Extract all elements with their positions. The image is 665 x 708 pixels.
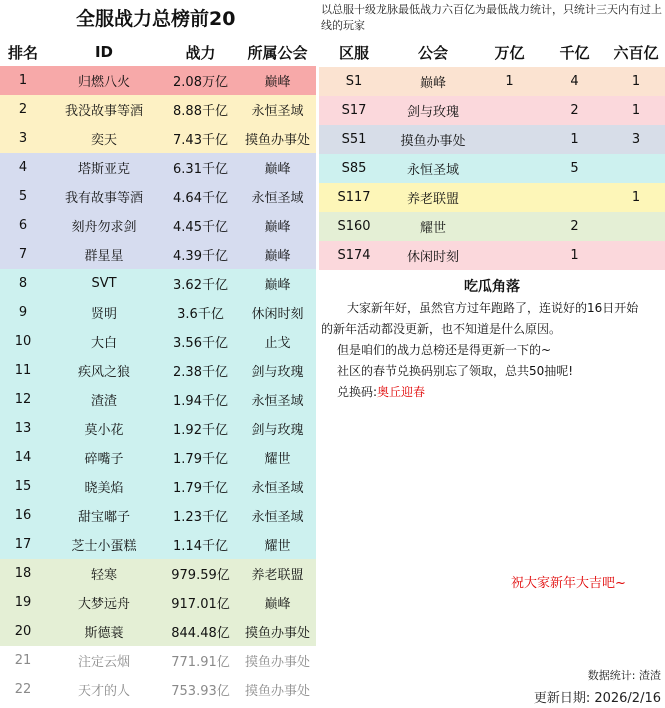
rank-cell: 16 <box>14 508 32 523</box>
guild-cell: 养老联盟 <box>251 568 304 583</box>
server-row <box>319 67 665 96</box>
player-id-cell: 大白 <box>90 336 117 351</box>
rank-cell: 4 <box>18 160 28 175</box>
update-date: 更新日期: 2026/2/16 <box>533 691 661 706</box>
server-guild-cell: 耀世 <box>419 221 446 236</box>
ranking-row <box>0 95 316 124</box>
server-cell: S160 <box>337 219 371 234</box>
ranking-row <box>0 66 316 95</box>
power-cell: 2.08万亿 <box>173 75 228 90</box>
ranking-row <box>0 124 316 153</box>
ranking-row <box>0 385 316 414</box>
player-id-cell: 甜宝嘟子 <box>77 510 130 525</box>
ranking-row <box>0 327 316 356</box>
rank-cell: 6 <box>18 218 28 233</box>
liu-count-cell: 1 <box>631 190 641 205</box>
guild-cell: 摸鱼办事处 <box>244 684 310 699</box>
gossip-code-line <box>319 382 665 403</box>
wan-count-cell <box>477 154 542 183</box>
ranking-row <box>0 298 316 327</box>
player-id-cell: 疾风之狼 <box>77 365 130 380</box>
guild-cell: 止戈 <box>264 336 291 351</box>
liu-count-cell <box>607 212 665 241</box>
server-row <box>319 96 665 125</box>
power-cell: 8.88千亿 <box>173 104 228 119</box>
stats-note: 以总服十级龙脉最低战力六百亿为最低战力统计，只统计三天内有过上线的玩家 <box>321 3 662 32</box>
power-cell: 1.94千亿 <box>173 394 228 409</box>
wan-count-cell <box>477 241 542 270</box>
ranking-row <box>0 617 316 646</box>
rank-cell: 17 <box>14 537 32 552</box>
power-cell: 3.62千亿 <box>173 278 228 293</box>
wan-count-cell <box>477 96 542 125</box>
power-cell: 4.64千亿 <box>173 191 228 206</box>
header-server-guild: 公会 <box>417 44 448 62</box>
power-cell: 7.43千亿 <box>173 133 228 148</box>
player-id-cell: 贤明 <box>90 307 117 322</box>
header-server: 区服 <box>338 44 369 62</box>
wan-count-cell <box>477 212 542 241</box>
rank-cell: 2 <box>18 102 28 117</box>
qian-count-cell: 2 <box>570 103 579 118</box>
player-id-cell: 渣渣 <box>90 394 117 409</box>
wan-count-cell <box>477 183 542 212</box>
guild-cell: 剑与玫瑰 <box>251 423 304 438</box>
power-cell: 6.31千亿 <box>173 162 228 177</box>
player-id-cell: 奕天 <box>90 133 117 148</box>
power-cell: 979.59亿 <box>171 568 230 583</box>
qian-count-cell <box>542 183 607 212</box>
server-table <box>319 38 665 270</box>
player-id-cell: 刻舟勿求剑 <box>71 220 137 235</box>
guild-cell: 休闲时刻 <box>251 307 304 322</box>
server-guild-cell: 巅峰 <box>419 76 446 91</box>
wan-count-cell <box>477 125 542 154</box>
rank-cell: 12 <box>14 392 32 407</box>
header-rank: 排名 <box>7 43 38 62</box>
ranking-row <box>0 530 316 559</box>
ranking-row <box>0 501 316 530</box>
guild-cell: 永恒圣域 <box>251 481 304 496</box>
power-cell: 753.93亿 <box>171 684 230 699</box>
header-power: 战力 <box>185 43 216 62</box>
server-cell: S174 <box>337 248 371 263</box>
liu-count-cell <box>607 241 665 270</box>
power-cell: 4.39千亿 <box>173 249 228 264</box>
gossip-paragraph-1a: 大家新年好，虽然官方过年跑路了，连说好的16日开始 <box>347 301 639 315</box>
power-cell: 771.91亿 <box>171 655 230 670</box>
server-cell: S85 <box>341 161 367 176</box>
liu-count-cell: 1 <box>631 103 641 118</box>
power-cell: 1.79千亿 <box>173 452 228 467</box>
rank-cell: 22 <box>14 682 32 697</box>
player-id-cell: 群星星 <box>84 249 124 264</box>
player-id-cell: SVT <box>91 276 117 291</box>
player-id-cell: 晓美焰 <box>84 481 124 496</box>
power-cell: 1.23千亿 <box>173 510 228 525</box>
server-cell: S17 <box>341 103 367 118</box>
ranking-row <box>0 356 316 385</box>
header-qian: 千亿 <box>559 44 590 62</box>
ranking-row <box>0 472 316 501</box>
server-guild-cell: 养老联盟 <box>406 192 459 207</box>
ranking-row <box>0 588 316 617</box>
qian-count-cell: 1 <box>570 132 579 147</box>
liu-count-cell: 3 <box>631 132 641 147</box>
guild-cell: 巅峰 <box>264 220 291 235</box>
qian-count-cell: 1 <box>570 248 579 263</box>
greeting-text: 祝大家新年大吉吧~ <box>511 576 626 591</box>
rank-cell: 14 <box>14 450 32 465</box>
ranking-row <box>0 182 316 211</box>
wan-count-cell: 1 <box>505 74 514 89</box>
code-value[interactable]: 奥丘迎春 <box>377 385 426 399</box>
rank-cell: 15 <box>14 479 32 494</box>
ranking-row <box>0 559 316 588</box>
ranking-row <box>0 646 316 675</box>
server-row <box>319 125 665 154</box>
power-cell: 4.45千亿 <box>173 220 228 235</box>
server-guild-cell: 休闲时刻 <box>406 250 459 265</box>
liu-count-cell: 1 <box>631 74 641 89</box>
rank-cell: 10 <box>14 334 32 349</box>
ranking-title: 全服战力总榜前20 <box>76 8 236 30</box>
server-cell: S117 <box>337 190 371 205</box>
server-row <box>319 241 665 270</box>
stats-author: 数据统计: 渣渣 <box>587 669 661 682</box>
guild-cell: 永恒圣域 <box>251 510 304 525</box>
server-row <box>319 183 665 212</box>
header-liu: 六百亿 <box>613 44 659 62</box>
ranking-row <box>0 269 316 298</box>
player-id-cell: 芝士小蛋糕 <box>71 539 137 554</box>
gossip-paragraph-2: 但是咱们的战力总榜还是得更新一下的~ <box>337 343 552 357</box>
server-cell: S1 <box>345 74 363 89</box>
rank-cell: 3 <box>18 131 28 146</box>
power-cell: 844.48亿 <box>171 626 230 641</box>
rank-cell: 7 <box>18 247 28 262</box>
qian-count-cell: 4 <box>570 74 579 89</box>
rank-cell: 20 <box>14 624 32 639</box>
guild-cell: 耀世 <box>264 539 291 554</box>
guild-cell: 耀世 <box>264 452 291 467</box>
code-label: 兑换码: <box>337 385 378 399</box>
rank-cell: 19 <box>14 595 32 610</box>
player-id-cell: 我没故事等酒 <box>64 104 143 119</box>
liu-count-cell <box>607 154 665 183</box>
player-id-cell: 归燃八火 <box>77 75 130 90</box>
server-guild-cell: 摸鱼办事处 <box>400 134 466 149</box>
player-id-cell: 莫小花 <box>84 423 124 438</box>
guild-cell: 剑与玫瑰 <box>251 365 304 380</box>
power-cell: 1.79千亿 <box>173 481 228 496</box>
player-id-cell: 天才的人 <box>77 684 130 699</box>
server-row <box>319 212 665 241</box>
ranking-panel <box>0 0 316 704</box>
guild-cell: 巅峰 <box>264 162 291 177</box>
server-guild-cell: 剑与玫瑰 <box>406 105 459 120</box>
guild-cell: 摸鱼办事处 <box>244 133 310 148</box>
player-id-cell: 塔斯亚克 <box>77 162 130 177</box>
power-cell: 3.6千亿 <box>177 307 224 322</box>
gossip-section <box>319 276 665 403</box>
ranking-row <box>0 240 316 269</box>
header-guild: 所属公会 <box>247 43 308 62</box>
server-cell: S51 <box>341 132 367 147</box>
power-cell: 1.92千亿 <box>173 423 228 438</box>
server-row <box>319 154 665 183</box>
player-id-cell: 大梦远舟 <box>77 597 130 612</box>
guild-cell: 永恒圣域 <box>251 104 304 119</box>
rank-cell: 13 <box>14 421 32 436</box>
guild-cell: 巅峰 <box>264 597 291 612</box>
ranking-row <box>0 153 316 182</box>
ranking-row <box>0 443 316 472</box>
ranking-row <box>0 675 316 704</box>
guild-cell: 巅峰 <box>264 75 291 90</box>
header-id: ID <box>94 43 114 61</box>
power-cell: 3.56千亿 <box>173 336 228 351</box>
ranking-row <box>0 414 316 443</box>
guild-cell: 永恒圣域 <box>251 191 304 206</box>
gossip-title: 吃瓜角落 <box>464 279 520 295</box>
guild-cell: 巅峰 <box>264 249 291 264</box>
header-wan: 万亿 <box>494 44 525 62</box>
player-id-cell: 注定云烟 <box>77 655 130 670</box>
qian-count-cell: 2 <box>570 219 579 234</box>
rank-cell: 18 <box>14 566 32 581</box>
guild-cell: 巅峰 <box>264 278 291 293</box>
power-cell: 1.14千亿 <box>173 539 228 554</box>
player-id-cell: 我有故事等酒 <box>64 191 143 206</box>
qian-count-cell: 5 <box>570 161 579 176</box>
rank-cell: 8 <box>18 276 28 291</box>
player-id-cell: 斯德蓑 <box>84 626 124 641</box>
server-panel <box>319 0 665 403</box>
rank-cell: 5 <box>18 189 28 204</box>
player-id-cell: 轻寒 <box>90 568 117 583</box>
ranking-row <box>0 211 316 240</box>
gossip-paragraph-1b: 的新年活动都没更新，也不知道是什么原因。 <box>321 322 562 336</box>
guild-cell: 摸鱼办事处 <box>244 655 310 670</box>
server-guild-cell: 永恒圣域 <box>406 163 459 178</box>
ranking-header-row <box>0 38 316 66</box>
power-cell: 917.01亿 <box>171 597 230 612</box>
rank-cell: 21 <box>14 653 32 668</box>
server-header-row <box>319 38 665 67</box>
guild-cell: 永恒圣域 <box>251 394 304 409</box>
gossip-paragraph-3: 社区的春节兑换码别忘了领取，总共50抽呢! <box>337 364 574 378</box>
power-cell: 2.38千亿 <box>173 365 228 380</box>
rank-cell: 11 <box>14 363 32 378</box>
rank-cell: 9 <box>18 305 28 320</box>
guild-cell: 摸鱼办事处 <box>244 626 310 641</box>
ranking-table <box>0 38 316 704</box>
player-id-cell: 碎嘴子 <box>84 452 124 467</box>
rank-cell: 1 <box>18 73 28 88</box>
